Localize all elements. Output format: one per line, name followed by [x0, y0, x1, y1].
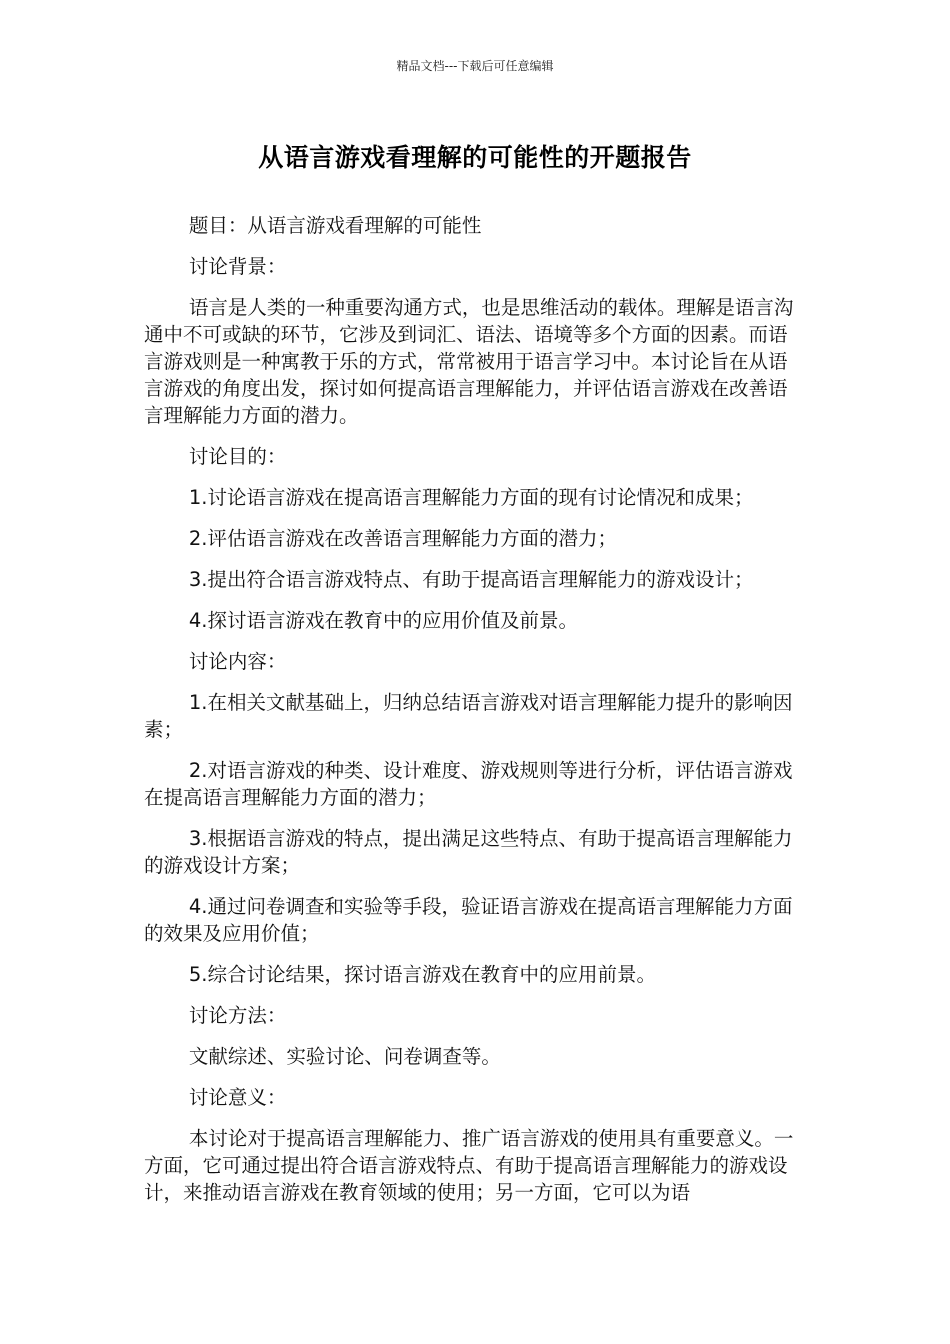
paragraph-significance: 本讨论对于提高语言理解能力、推广语言游戏的使用具有重要意义。一方面，它可通过提出符合语言游戏特点、有助于提高语言理解能力的游戏设计，来推动语言游戏在教育领域的使用；另一方面，它可以为语 [144, 1127, 794, 1204]
objective-item: 3.提出符合语言游戏特点、有助于提高语言理解能力的游戏设计； [188, 568, 754, 591]
paragraph-topic: 题目：从语言游戏看理解的可能性 [188, 214, 482, 237]
header-note: 精品文档---下载后可任意编辑 [396, 59, 554, 73]
objective-item: 2.评估语言游戏在改善语言理解能力方面的潜力； [188, 527, 617, 550]
heading-content: 讨论内容： [188, 650, 287, 673]
heading-background: 讨论背景： [188, 255, 287, 278]
content-item: 4.通过问卷调查和实验等手段，验证语言游戏在提高语言理解能力方面的效果及应用价值； [144, 895, 793, 945]
content-item: 1.在相关文献基础上，归纳总结语言游戏对语言理解能力提升的影响因素； [144, 691, 793, 741]
document-title: 从语言游戏看理解的可能性的开题报告 [258, 143, 692, 172]
content-item: 2.对语言游戏的种类、设计难度、游戏规则等进行分析，评估语言游戏在提高语言理解能力方面的潜力； [144, 759, 793, 809]
paragraph-background: 语言是人类的一种重要沟通方式，也是思维活动的载体。理解是语言沟通中不可或缺的环节，它涉及到词汇、语法、语境等多个方面的因素。而语言游戏则是一种寓教于乐的方式，常常被用于语言学习中。本讨论旨在从语言游戏的角度出发，探讨如何提高语言理解能力，并评估语言游戏在改善语言理解能力方面的潜力。 [144, 296, 794, 427]
paragraph-methods: 文献综述、实验讨论、问卷调查等。 [188, 1045, 501, 1068]
content-item: 5.综合讨论结果，探讨语言游戏在教育中的应用前景。 [188, 963, 656, 986]
heading-significance: 讨论意义： [188, 1086, 287, 1109]
heading-methods: 讨论方法： [188, 1004, 287, 1027]
content-item: 3.根据语言游戏的特点，提出满足这些特点、有助于提高语言理解能力的游戏设计方案； [144, 827, 793, 877]
objective-item: 1.讨论语言游戏在提高语言理解能力方面的现有讨论情况和成果； [188, 486, 754, 509]
heading-objectives: 讨论目的： [188, 445, 287, 468]
document-body [144, 212, 796, 1220]
objective-item: 4.探讨语言游戏在教育中的应用价值及前景。 [188, 609, 578, 632]
